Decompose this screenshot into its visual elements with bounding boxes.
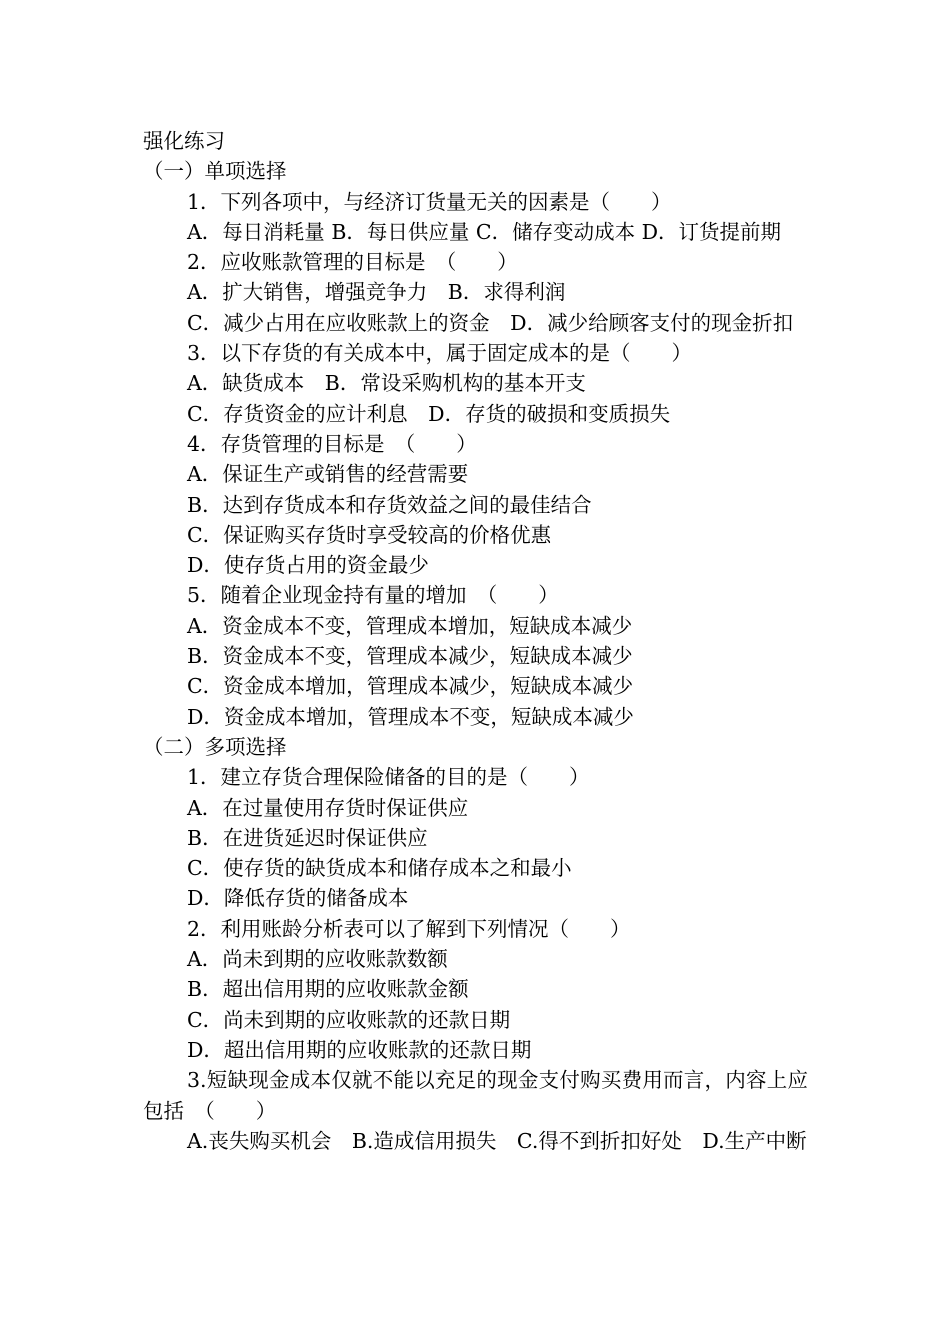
answer-option: D．资金成本增加，管理成本不变，短缺成本减少 bbox=[187, 704, 634, 729]
answer-option: D．使存货占用的资金最少 bbox=[187, 553, 429, 578]
answer-option: C．保证购买存货时享受较高的价格优惠 bbox=[187, 522, 552, 547]
answer-option: C．使存货的缺货成本和储存成本之和最小 bbox=[187, 856, 572, 881]
question-text: 3.短缺现金成本仅就不能以充足的现金支付购买费用而言，内容上应包括 （ ） bbox=[143, 1068, 808, 1123]
answer-option: B．资金成本不变，管理成本减少，短缺成本减少 bbox=[187, 644, 633, 669]
answer-options: C．减少占用在应收账款上的资金 D．减少给顾客支付的现金折扣 bbox=[187, 310, 794, 335]
answer-option: D．超出信用期的应收账款的还款日期 bbox=[187, 1037, 532, 1062]
question-text: 1．建立存货合理保险储备的目的是（ ） bbox=[187, 765, 590, 790]
document-body bbox=[143, 126, 808, 1156]
answer-option: A．尚未到期的应收账款数额 bbox=[187, 947, 448, 972]
question-text: 2．应收账款管理的目标是 （ ） bbox=[187, 250, 518, 275]
answer-option: B．超出信用期的应收账款金额 bbox=[187, 977, 469, 1002]
question-text: 3．以下存货的有关成本中，属于固定成本的是（ ） bbox=[187, 341, 693, 366]
question-text: 5．随着企业现金持有量的增加 （ ） bbox=[187, 583, 559, 608]
question-text: 1．下列各项中，与经济订货量无关的因素是（ ） bbox=[187, 189, 672, 214]
section-heading-multiple-choice: （二）多项选择 bbox=[143, 734, 287, 759]
answer-options: A．扩大销售，增强竞争力 B．求得利润 bbox=[187, 280, 566, 305]
answer-options: A．每日消耗量 B．每日供应量 C．储存变动成本 D．订货提前期 bbox=[187, 219, 782, 244]
answer-option: A．资金成本不变，管理成本增加，短缺成本减少 bbox=[187, 613, 633, 638]
answer-option: A．保证生产或销售的经营需要 bbox=[187, 462, 469, 487]
answer-options: A.丧失购买机会 B.造成信用损失 C.得不到折扣好处 D.生产中断 bbox=[187, 1128, 807, 1153]
document-title: 强化练习 bbox=[143, 129, 225, 153]
answer-option: B．在进货延迟时保证供应 bbox=[187, 825, 428, 850]
answer-option: B．达到存货成本和存货效益之间的最佳结合 bbox=[187, 492, 592, 517]
answer-option: C．尚未到期的应收账款的还款日期 bbox=[187, 1007, 511, 1032]
answer-option: C．资金成本增加，管理成本减少，短缺成本减少 bbox=[187, 674, 634, 699]
section-heading-single-choice: （一）单项选择 bbox=[143, 159, 287, 184]
answer-options: C．存货资金的应计利息 D．存货的破损和变质损失 bbox=[187, 401, 671, 426]
answer-option: D．降低存货的储备成本 bbox=[187, 886, 409, 911]
answer-options: A．缺货成本 B．常设采购机构的基本开支 bbox=[187, 371, 586, 396]
question-text: 2．利用账龄分析表可以了解到下列情况（ ） bbox=[187, 916, 631, 941]
question-text: 4．存货管理的目标是 （ ） bbox=[187, 431, 477, 456]
answer-option: A．在过量使用存货时保证供应 bbox=[187, 795, 469, 820]
